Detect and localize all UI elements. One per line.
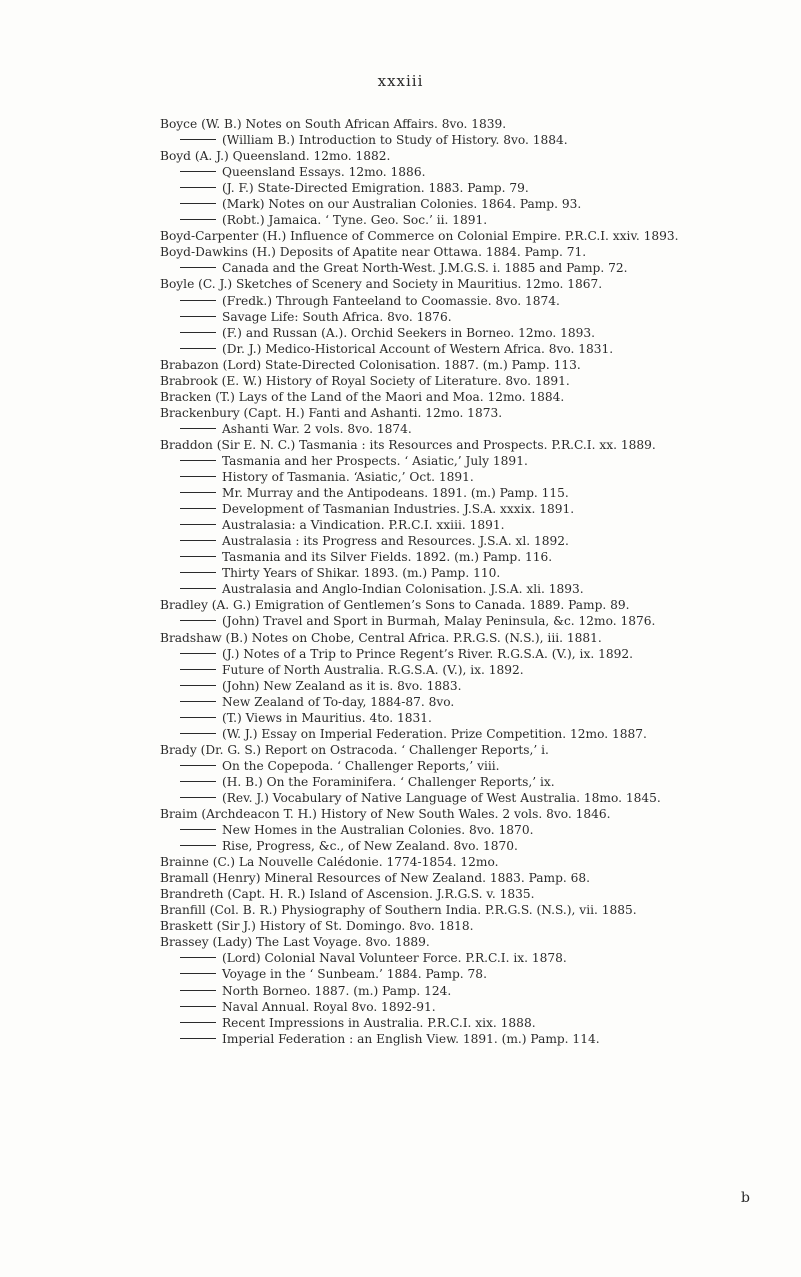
entry-text: Bramall (Henry) Mineral Resources of New Zealand. 1883. Pamp. 68. xyxy=(160,871,591,886)
entry-text: Brabazon (Lord) State-Directed Colonisation. 1887. (m.) Pamp. 113. xyxy=(160,357,581,372)
catalogue-entry xyxy=(160,806,800,822)
catalogue-subentry xyxy=(160,260,800,276)
entry-text: (J. F.) State-Directed Emigration. 1883. Pamp. 79. xyxy=(222,181,529,196)
catalogue-subentry xyxy=(160,613,800,629)
catalogue-subentry xyxy=(160,501,800,517)
entry-text: New Homes in the Australian Colonies. 8vo. 1870. xyxy=(222,823,534,838)
ditto-dash xyxy=(180,219,216,220)
entry-text: On the Copepoda. ‘ Challenger Reports,’ viii. xyxy=(222,758,500,773)
ditto-dash xyxy=(180,1038,216,1039)
ditto-dash xyxy=(180,701,216,702)
catalogue-subentry xyxy=(160,325,800,341)
catalogue-subentry xyxy=(160,212,800,228)
entry-text: North Borneo. 1887. (m.) Pamp. 124. xyxy=(222,983,452,998)
entry-text: (W. J.) Essay on Imperial Federation. Prize Competition. 12mo. 1887. xyxy=(222,726,647,741)
catalogue-subentry xyxy=(160,485,800,501)
ditto-dash xyxy=(180,588,216,589)
ditto-dash xyxy=(180,1022,216,1023)
ditto-dash xyxy=(180,1006,216,1007)
catalogue-subentry xyxy=(160,983,800,999)
ditto-dash xyxy=(180,508,216,509)
ditto-dash xyxy=(180,428,216,429)
ditto-dash xyxy=(180,620,216,621)
entry-text: Mr. Murray and the Antipodeans. 1891. (m.) Pamp. 115. xyxy=(222,486,569,501)
ditto-dash xyxy=(180,332,216,333)
page-number: xxxiii xyxy=(377,72,424,90)
entry-text: Thirty Years of Shikar. 1893. (m.) Pamp. 110. xyxy=(222,566,501,581)
entry-text: (John) New Zealand as it is. 8vo. 1883. xyxy=(222,678,462,693)
catalogue-subentry xyxy=(160,646,800,662)
entry-text: (William B.) Introduction to Study of History. 8vo. 1884. xyxy=(222,133,568,148)
ditto-dash xyxy=(180,300,216,301)
ditto-dash xyxy=(180,171,216,172)
entry-text: Bradshaw (B.) Notes on Chobe, Central Africa. P.R.G.S. (N.S.), iii. 1881. xyxy=(160,630,602,645)
ditto-dash xyxy=(180,733,216,734)
entry-text: (Dr. J.) Medico-Historical Account of Western Africa. 8vo. 1831. xyxy=(222,341,614,356)
catalogue-entry xyxy=(160,630,800,646)
entry-text: Boyce (W. B.) Notes on South African Affairs. 8vo. 1839. xyxy=(160,117,507,131)
ditto-dash xyxy=(180,203,216,204)
entry-text: Brabrook (E. W.) History of Royal Society of Literature. 8vo. 1891. xyxy=(160,373,570,388)
catalogue-subentry xyxy=(160,164,800,180)
ditto-dash xyxy=(180,460,216,461)
catalogue-subentry xyxy=(160,726,800,742)
entry-text: Australasia: a Vindication. P.R.C.I. xxiii. 1891. xyxy=(222,518,505,533)
ditto-dash xyxy=(180,685,216,686)
ditto-dash xyxy=(180,316,216,317)
catalogue-subentry xyxy=(160,421,800,437)
catalogue-subentry xyxy=(160,1015,800,1031)
ditto-dash xyxy=(180,765,216,766)
catalogue-entry xyxy=(160,902,800,918)
entry-text: Braskett (Sir J.) History of St. Domingo. 8vo. 1818. xyxy=(160,919,474,934)
ditto-dash xyxy=(180,492,216,493)
entry-text: (F.) and Russan (A.). Orchid Seekers in Borneo. 12mo. 1893. xyxy=(222,325,595,340)
catalogue-subentry xyxy=(160,694,800,710)
catalogue-entry xyxy=(160,886,800,902)
ditto-dash xyxy=(180,653,216,654)
entry-text: Tasmania and its Silver Fields. 1892. (m.) Pamp. 116. xyxy=(222,550,553,565)
catalogue-subentry xyxy=(160,453,800,469)
entry-text: Branfill (Col. B. R.) Physiography of Southern India. P.R.G.S. (N.S.), vii. 1885. xyxy=(160,903,637,918)
ditto-dash xyxy=(180,187,216,188)
catalogue-subentry xyxy=(160,132,800,148)
catalogue-entry xyxy=(160,244,800,260)
entry-text: Boyd-Dawkins (H.) Deposits of Apatite near Ottawa. 1884. Pamp. 71. xyxy=(160,245,587,260)
catalogue-subentry xyxy=(160,710,800,726)
ditto-dash xyxy=(180,348,216,349)
catalogue-subentry xyxy=(160,196,800,212)
ditto-dash xyxy=(180,669,216,670)
catalogue-entry xyxy=(160,870,800,886)
ditto-dash xyxy=(180,717,216,718)
ditto-dash xyxy=(180,845,216,846)
ditto-dash xyxy=(180,797,216,798)
catalogue-entry xyxy=(160,597,800,613)
catalogue-subentry xyxy=(160,533,800,549)
ditto-dash xyxy=(180,781,216,782)
catalogue-entry xyxy=(160,389,800,405)
entry-text: (Robt.) Jamaica. ‘ Tyne. Geo. Soc.’ ii. 1891. xyxy=(222,213,488,228)
catalogue-entry xyxy=(160,373,800,389)
ditto-dash xyxy=(180,572,216,573)
entry-text: Canada and the Great North-West. J.M.G.S. i. 1885 and Pamp. 72. xyxy=(222,261,628,276)
entry-text: Australasia : its Progress and Resources. J.S.A. xl. 1892. xyxy=(222,534,569,549)
catalogue-entry xyxy=(160,276,800,292)
catalogue-entry xyxy=(160,918,800,934)
ditto-dash xyxy=(180,267,216,268)
catalogue-subentry xyxy=(160,774,800,790)
catalogue-subentry xyxy=(160,581,800,597)
entry-text: Voyage in the ‘ Sunbeam.’ 1884. Pamp. 78. xyxy=(222,967,487,982)
ditto-dash xyxy=(180,476,216,477)
catalogue-subentry xyxy=(160,1031,800,1047)
catalogue-subentry xyxy=(160,309,800,325)
entry-text: Brainne (C.) La Nouvelle Calédonie. 1774-1854. 12mo. xyxy=(160,855,499,870)
entry-text: (Mark) Notes on our Australian Colonies. 1864. Pamp. 93. xyxy=(222,197,582,212)
entry-text: Braim (Archdeacon T. H.) History of New South Wales. 2 vols. 8vo. 1846. xyxy=(160,807,611,822)
signature-mark: b xyxy=(741,1190,750,1206)
entry-text: (H. B.) On the Foraminifera. ‘ Challenger Reports,’ ix. xyxy=(222,774,555,789)
catalogue-subentry xyxy=(160,790,800,806)
catalogue-subentry xyxy=(160,549,800,565)
entry-text: Braddon (Sir E. N. C.) Tasmania : its Resources and Prospects. P.R.C.I. xx. 1889. xyxy=(160,437,656,452)
ditto-dash xyxy=(180,829,216,830)
catalogue-subentry xyxy=(160,293,800,309)
catalogue-entry-list xyxy=(160,116,800,1047)
catalogue-subentry xyxy=(160,678,800,694)
catalogue-entry xyxy=(160,148,800,164)
catalogue-subentry xyxy=(160,517,800,533)
catalogue-subentry xyxy=(160,469,800,485)
entry-text: (J.) Notes of a Trip to Prince Regent’s River. R.G.S.A. (V.), ix. 1892. xyxy=(222,646,633,661)
ditto-dash xyxy=(180,139,216,140)
entry-text: Brady (Dr. G. S.) Report on Ostracoda. ‘ Challenger Reports,’ i. xyxy=(160,742,549,757)
entry-text: Future of North Australia. R.G.S.A. (V.), ix. 1892. xyxy=(222,662,524,677)
entry-text: Boyd-Carpenter (H.) Influence of Commerce on Colonial Empire. P.R.C.I. xxiv. 1893. xyxy=(160,229,679,244)
catalogue-subentry xyxy=(160,180,800,196)
catalogue-subentry xyxy=(160,966,800,982)
catalogue-entry xyxy=(160,437,800,453)
catalogue-entry xyxy=(160,742,800,758)
entry-text: Australasia and Anglo-Indian Colonisation. J.S.A. xli. 1893. xyxy=(222,582,584,597)
catalogue-subentry xyxy=(160,999,800,1015)
ditto-dash xyxy=(180,524,216,525)
ditto-dash xyxy=(180,973,216,974)
catalogue-entry xyxy=(160,228,800,244)
entry-text: (T.) Views in Mauritius. 4to. 1831. xyxy=(222,710,432,725)
entry-text: Brackenbury (Capt. H.) Fanti and Ashanti. 12mo. 1873. xyxy=(160,405,503,420)
entry-text: Savage Life: South Africa. 8vo. 1876. xyxy=(222,309,452,324)
catalogue-subentry xyxy=(160,822,800,838)
catalogue-subentry xyxy=(160,838,800,854)
entry-text: Recent Impressions in Australia. P.R.C.I. xix. 1888. xyxy=(222,1015,536,1030)
catalogue-entry xyxy=(160,934,800,950)
ditto-dash xyxy=(180,990,216,991)
entry-text: Boyle (C. J.) Sketches of Scenery and Society in Mauritius. 12mo. 1867. xyxy=(160,277,603,292)
catalogue-entry xyxy=(160,405,800,421)
entry-text: Naval Annual. Royal 8vo. 1892-91. xyxy=(222,999,436,1014)
entry-text: Tasmania and her Prospects. ‘ Asiatic,’ July 1891. xyxy=(222,453,528,468)
catalogue-subentry xyxy=(160,758,800,774)
entry-text: Boyd (A. J.) Queensland. 12mo. 1882. xyxy=(160,149,391,164)
entry-text: Development of Tasmanian Industries. J.S.A. xxxix. 1891. xyxy=(222,502,575,517)
catalogue-subentry xyxy=(160,565,800,581)
entry-text: New Zealand of To-day, 1884-87. 8vo. xyxy=(222,694,455,709)
entry-text: Brassey (Lady) The Last Voyage. 8vo. 1889. xyxy=(160,935,430,950)
entry-text: (Rev. J.) Vocabulary of Native Language of West Australia. 18mo. 1845. xyxy=(222,790,661,805)
ditto-dash xyxy=(180,540,216,541)
entry-text: Bracken (T.) Lays of the Land of the Maori and Moa. 12mo. 1884. xyxy=(160,389,565,404)
entry-text: (Lord) Colonial Naval Volunteer Force. P.R.C.I. ix. 1878. xyxy=(222,951,567,966)
entry-text: Rise, Progress, &c., of New Zealand. 8vo. 1870. xyxy=(222,839,518,854)
catalogue-subentry xyxy=(160,950,800,966)
entry-text: Bradley (A. G.) Emigration of Gentlemen’s Sons to Canada. 1889. Pamp. 89. xyxy=(160,598,630,613)
entry-text: History of Tasmania. ‘Asiatic,’ Oct. 1891. xyxy=(222,470,474,485)
catalogue-entry xyxy=(160,854,800,870)
catalogue-entry xyxy=(160,116,800,132)
entry-text: Queensland Essays. 12mo. 1886. xyxy=(222,165,426,180)
entry-text: Brandreth (Capt. H. R.) Island of Ascension. J.R.G.S. v. 1835. xyxy=(160,887,535,902)
entry-text: Ashanti War. 2 vols. 8vo. 1874. xyxy=(222,421,412,436)
catalogue-subentry xyxy=(160,341,800,357)
ditto-dash xyxy=(180,957,216,958)
ditto-dash xyxy=(180,556,216,557)
entry-text: (Fredk.) Through Fanteeland to Coomassie. 8vo. 1874. xyxy=(222,293,560,308)
entry-text: (John) Travel and Sport in Burmah, Malay Peninsula, &c. 12mo. 1876. xyxy=(222,614,656,629)
entry-text: Imperial Federation : an English View. 1891. (m.) Pamp. 114. xyxy=(222,1031,600,1046)
catalogue-entry xyxy=(160,357,800,373)
catalogue-subentry xyxy=(160,662,800,678)
